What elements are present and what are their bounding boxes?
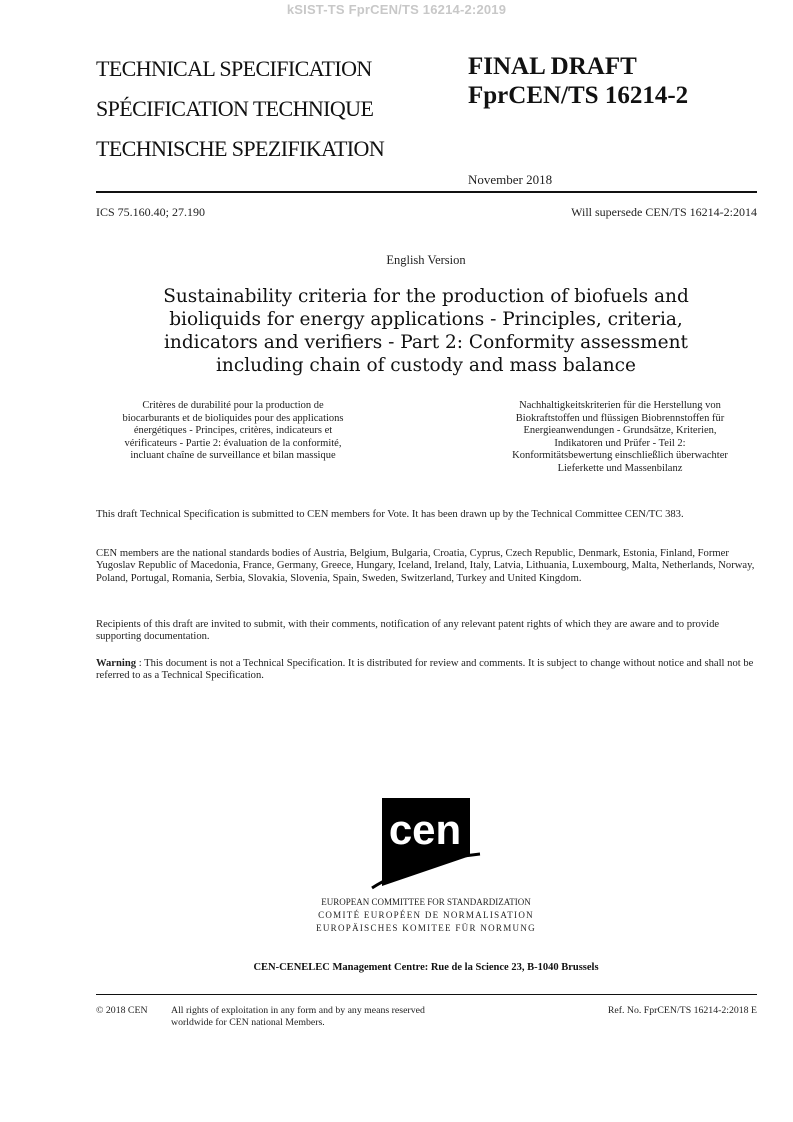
title-de-line: Energieanwendungen - Grundsätze, Kriterien, bbox=[523, 425, 717, 437]
cen-logo-text: cen bbox=[388, 806, 462, 853]
header-rule bbox=[96, 191, 757, 193]
ics-code: ICS 75.160.40; 27.190 bbox=[96, 205, 206, 219]
org-name-en: EUROPEAN COMMITTEE FOR STANDARDIZATION bbox=[321, 897, 531, 907]
vote-notice: This draft Technical Specification is submitted to CEN members for Vote. It has been drawn up by the Technical Committee CEN/TC 383. bbox=[96, 509, 684, 520]
document-number: FprCEN/TS 16214-2 bbox=[468, 82, 689, 109]
cen-logo-graphic bbox=[370, 798, 482, 890]
title-fr-line: Critères de durabilité pour la production de bbox=[142, 400, 324, 411]
title-line: bioliquids for energy applications - Principles, criteria, bbox=[169, 309, 683, 330]
title-de-line: Indikatoren und Prüfer - Teil 2: bbox=[554, 437, 686, 449]
warning-text: : This document is not a Technical Specification. It is distributed for review and comments. It is subject to change without notice and shall not be referred to as a Technical Specification. bbox=[96, 658, 754, 682]
org-name-fr: COMITÉ EUROPÉEN DE NORMALISATION bbox=[318, 910, 534, 920]
spec-title-de: TECHNISCHE SPEZIFIKATION bbox=[96, 136, 385, 161]
reference-number: Ref. No. FprCEN/TS 16214-2:2018 E bbox=[607, 1005, 757, 1016]
watermark: kSIST-TS FprCEN/TS 16214-2:2019 bbox=[286, 2, 507, 17]
title-de-line: Biokraftstoffen und flüssigen Biobrennstoffen für bbox=[515, 412, 725, 424]
title-german bbox=[470, 400, 770, 476]
title-line: Sustainability criteria for the production of biofuels and bbox=[163, 286, 689, 307]
patent-notice: Recipients of this draft are invited to submit, with their comments, notification of any relevant patent rights of which they are aware and to provide supporting documentation. bbox=[96, 619, 720, 643]
title-line: including chain of custody and mass balance bbox=[216, 355, 636, 376]
final-draft-label: FINAL DRAFT bbox=[468, 53, 637, 80]
document-title bbox=[120, 285, 732, 377]
title-fr-line: vérificateurs - Partie 2: évaluation de la conformité, bbox=[124, 437, 342, 449]
copyright: © 2018 CEN bbox=[96, 1005, 148, 1016]
rights-statement bbox=[171, 1005, 425, 1029]
rights-line: worldwide for CEN national Members. bbox=[171, 1017, 325, 1028]
org-name-de: EUROPÄISCHES KOMITEE FÜR NORMUNG bbox=[316, 923, 536, 933]
spec-title-fr: SPÉCIFICATION TECHNIQUE bbox=[96, 96, 374, 121]
title-de-line: Nachhaltigkeitskriterien für die Herstellung von bbox=[519, 400, 721, 411]
warning-notice bbox=[96, 658, 760, 683]
footer-rule bbox=[96, 994, 757, 995]
warning-label: Warning bbox=[96, 658, 137, 669]
title-fr-line: énergétiques - Principes, critères, indicateurs et bbox=[133, 425, 333, 437]
management-centre: CEN-CENELEC Management Centre: Rue de la Science 23, B-1040 Brussels bbox=[253, 962, 599, 973]
language-version: English Version bbox=[386, 253, 466, 267]
title-french bbox=[88, 400, 378, 463]
supersede-note: Will supersede CEN/TS 16214-2:2014 bbox=[571, 205, 757, 219]
cen-logo bbox=[370, 798, 482, 890]
spec-title-en: TECHNICAL SPECIFICATION bbox=[96, 56, 372, 81]
rights-line: All rights of exploitation in any form and by any means reserved bbox=[171, 1005, 425, 1016]
title-line: indicators and verifiers - Part 2: Conformity assessment bbox=[164, 332, 688, 353]
title-de-line: Konformitätsbewertung einschließlich überwachter bbox=[512, 450, 728, 462]
title-fr-line: biocarburants et de bioliquides pour des applications bbox=[122, 412, 344, 424]
members-list: CEN members are the national standards bodies of Austria, Belgium, Bulgaria, Croatia, Cyprus, Czech Republic, Denmark, Estonia, Finland, Former Yugoslav Republic of Macedonia, France, Germany, Greece, Hungary, Iceland, Ireland, Italy, Latvia, Lithuania, Luxembourg, Malta, Netherlands, Norway, Poland, Portugal, Romania, Serbia, Slovakia, Slovenia, Spain, Sweden, Switzerland, Turkey and United Kingdom. bbox=[96, 548, 755, 584]
issue-date: November 2018 bbox=[468, 172, 553, 187]
title-fr-line: incluant chaîne de surveillance et bilan massique bbox=[130, 450, 336, 462]
title-de-line: Lieferkette und Massenbilanz bbox=[557, 462, 683, 474]
